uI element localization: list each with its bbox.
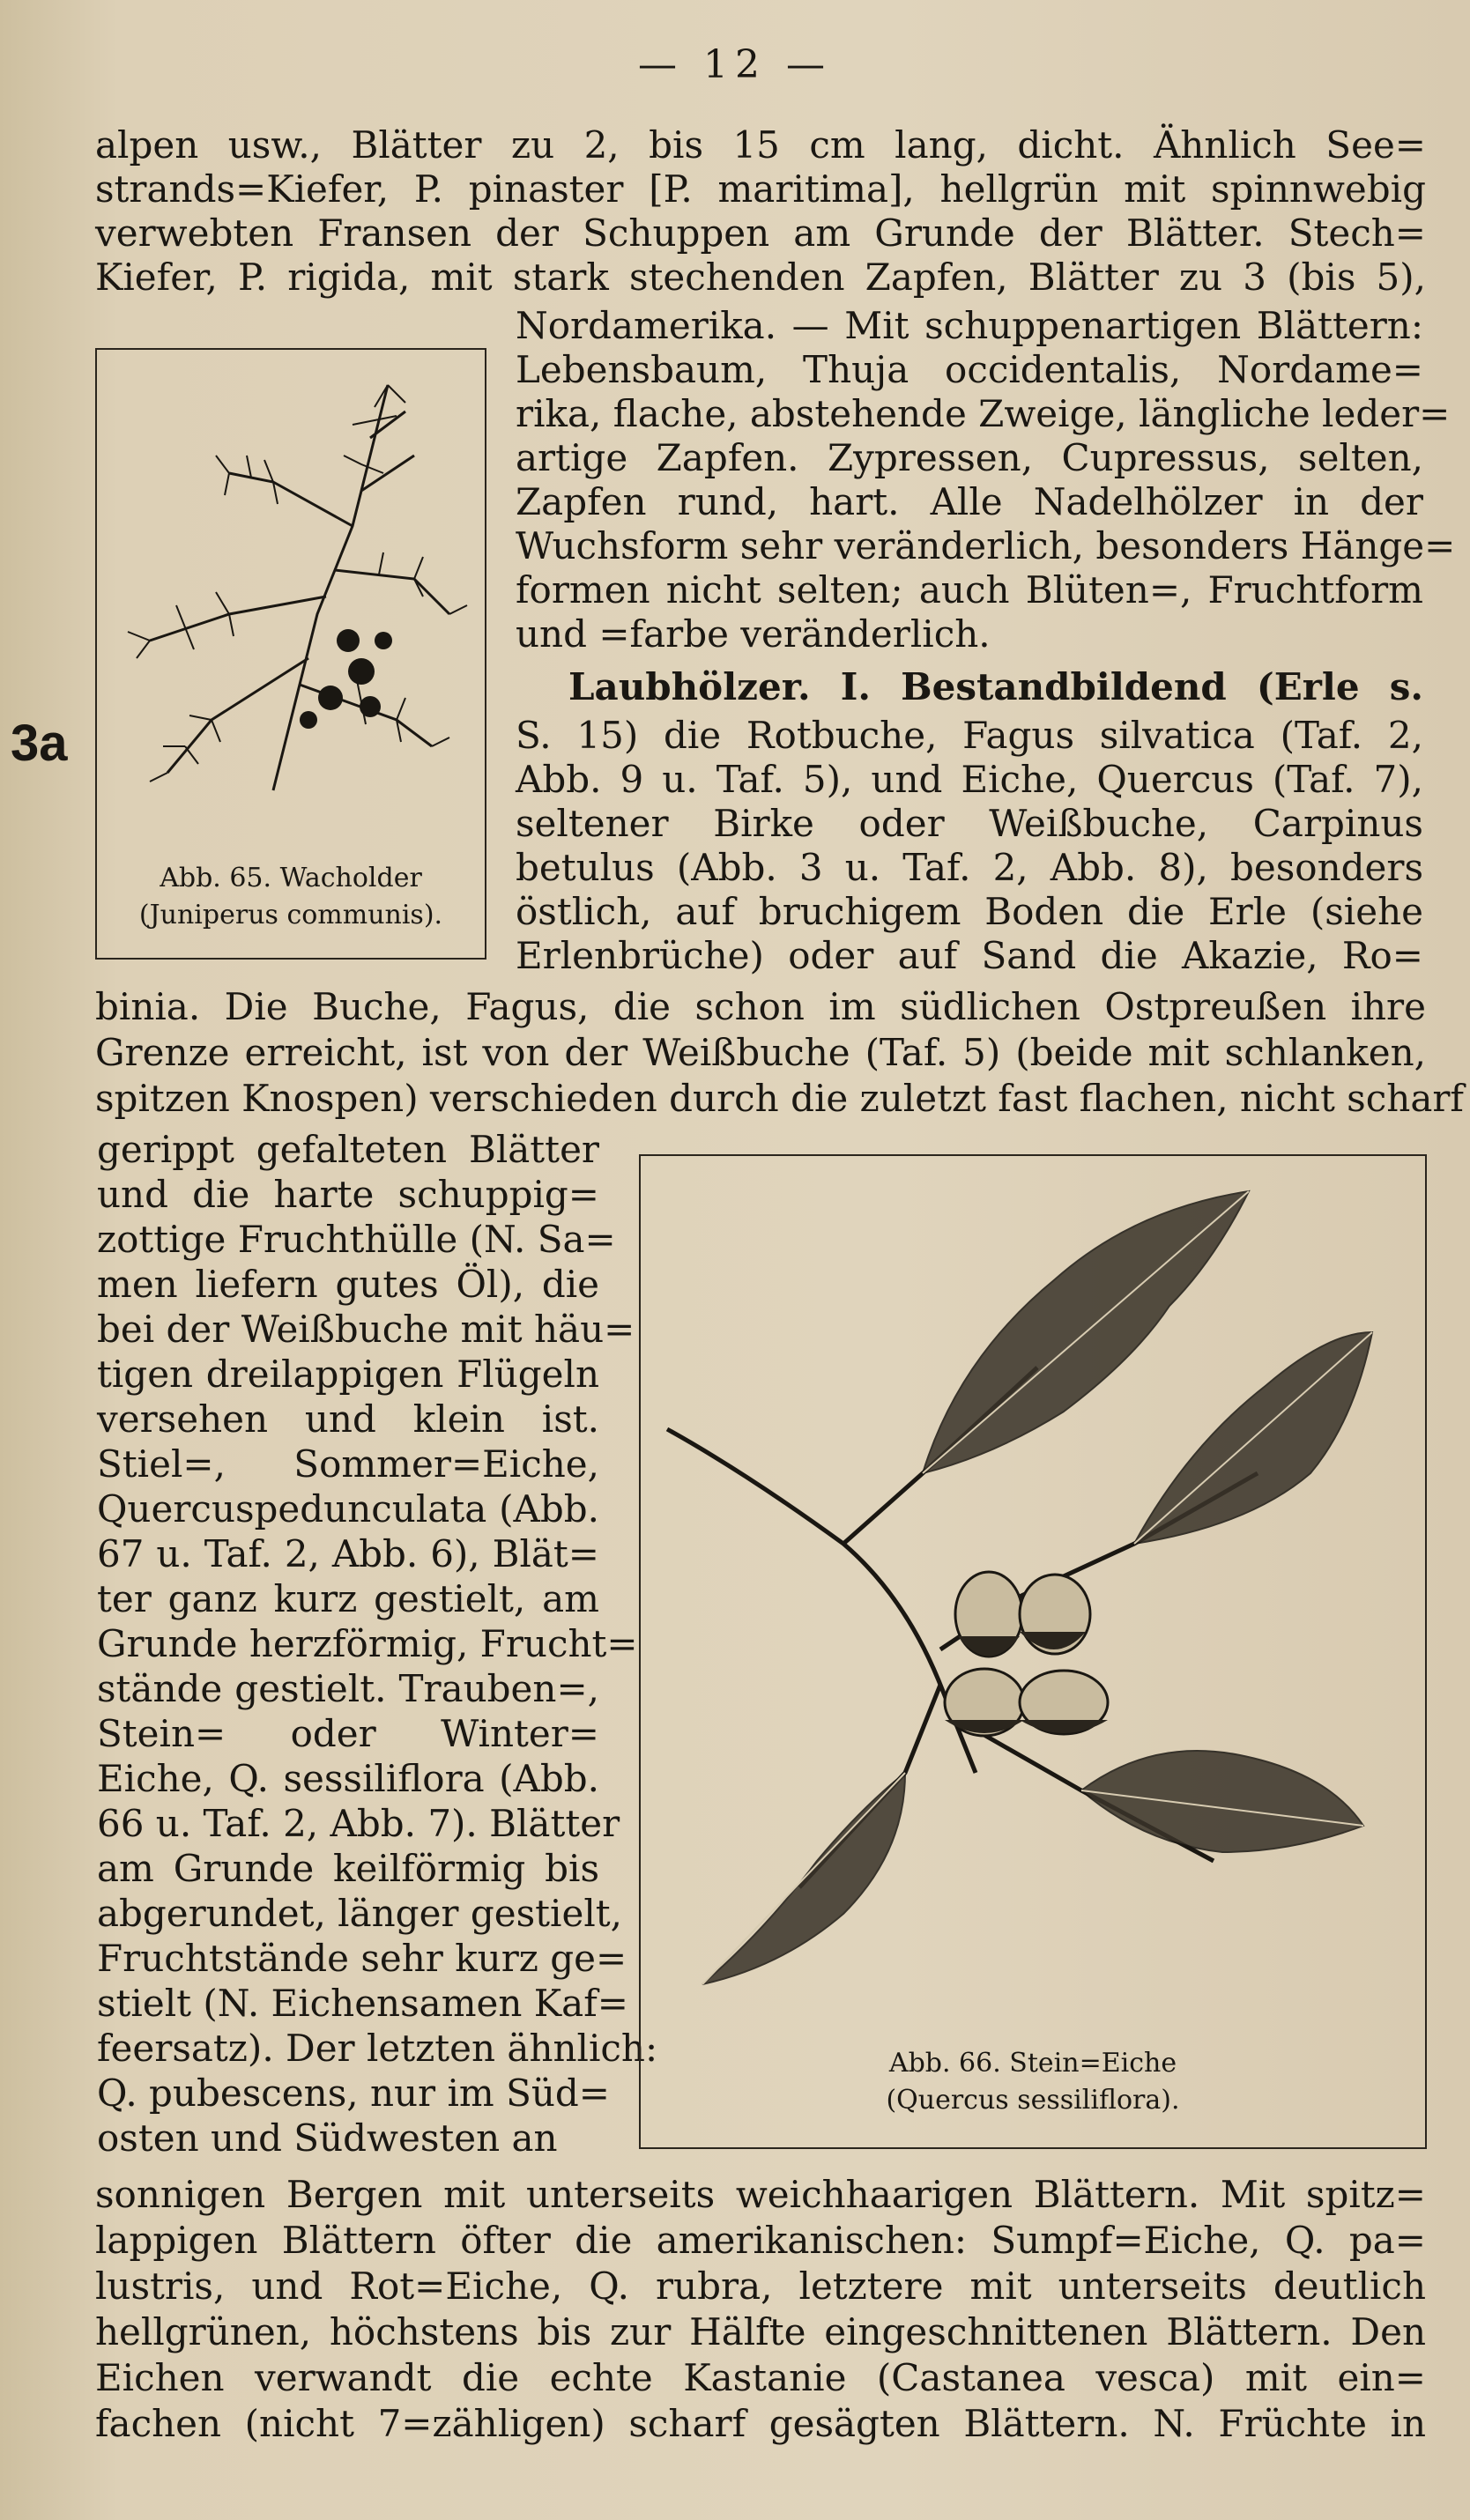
figure-65-caption-latin: (Juniperus communis). — [138, 900, 443, 930]
text-line: 66 u. Taf. 2, Abb. 7). Blätter — [97, 1802, 620, 1845]
oak-branch-illustration — [641, 1156, 1425, 1993]
text-line: Grunde herzförmig, Frucht= — [97, 1622, 638, 1665]
text-line: Abb. 9 u. Taf. 5), und Eiche, Quercus (Taf. 7), — [516, 758, 1423, 801]
margin-label: 3a — [11, 715, 68, 772]
text-line: spitzen Knospen) verschieden durch die zuletzt fast flachen, nicht scharf — [95, 1077, 1464, 1120]
text-line: rika, flache, abstehende Zweige, längliche leder= — [516, 392, 1451, 435]
text-line: men liefern gutes Öl), die — [97, 1263, 599, 1306]
text-line: Eiche, Q. sessiliflora (Abb. — [97, 1757, 599, 1800]
juniper-illustration — [97, 350, 485, 843]
text-line: gerippt gefalteten Blätter — [97, 1128, 599, 1171]
text-line: tigen dreilappigen Flügeln — [97, 1353, 599, 1396]
text-line: zottige Fruchthülle (N. Sa= — [97, 1218, 616, 1261]
page-number: — 12 — — [638, 42, 832, 87]
figure-65-frame — [95, 348, 486, 960]
text-line: sonnigen Bergen mit unterseits weichhaarigen Blättern. Mit spitz= — [95, 2173, 1426, 2216]
text-line: binia. Die Buche, Fagus, die schon im südlichen Ostpreußen ihre — [95, 985, 1426, 1028]
text-line: Q. pubescens, nur im Süd= — [97, 2072, 610, 2115]
text-line: feersatz). Der letzten ähnlich: — [97, 2027, 658, 2070]
text-line: formen nicht selten; auch Blüten=, Fruchtform — [516, 568, 1423, 611]
text-line: S. 15) die Rotbuche, Fagus silvatica (Taf. 2, — [516, 714, 1423, 757]
text-line: Stiel=, Sommer=Eiche, — [97, 1442, 599, 1486]
text-line: stände gestielt. Trauben=, — [97, 1667, 599, 1710]
text-line: versehen und klein ist. — [97, 1397, 599, 1441]
text-line: hellgrünen, höchstens bis zur Hälfte eingeschnittenen Blättern. Den — [95, 2310, 1426, 2353]
text-line: Grenze erreicht, ist von der Weißbuche (Taf. 5) (beide mit schlanken, — [95, 1031, 1426, 1074]
section-heading-line: Laubhölzer. I. Bestandbildend (Erle s. — [568, 665, 1423, 708]
text-line: Wuchsform sehr veränderlich, besonders Hänge= — [516, 524, 1456, 567]
text-line: lappigen Blättern öfter die amerikanischen: Sumpf=Eiche, Q. pa= — [95, 2219, 1426, 2262]
text-line: am Grunde keilförmig bis — [97, 1847, 599, 1890]
text-line: artige Zapfen. Zypressen, Cupressus, selten, — [516, 436, 1423, 479]
text-line: seltener Birke oder Weißbuche, Carpinus — [516, 802, 1423, 845]
text-line: östlich, auf bruchigem Boden die Erle (siehe — [516, 890, 1423, 933]
text-line: Eichen verwandt die echte Kastanie (Castanea vesca) mit ein= — [95, 2356, 1426, 2399]
text-line: abgerundet, länger gestielt, — [97, 1892, 622, 1935]
text-line: verwebten Fransen der Schuppen am Grunde der Blätter. Stech= — [95, 211, 1426, 255]
text-line: 67 u. Taf. 2, Abb. 6), Blät= — [97, 1532, 599, 1575]
text-line: Erlenbrüche) oder auf Sand die Akazie, Ro= — [516, 934, 1423, 977]
text-line: Quercuspedunculata (Abb. — [97, 1487, 599, 1531]
text-line: Kiefer, P. rigida, mit stark stechenden Zapfen, Blätter zu 3 (bis 5), — [95, 256, 1426, 299]
text-line: ter ganz kurz gestielt, am — [97, 1577, 599, 1620]
text-line: fachen (nicht 7=zähligen) scharf gesägten Blättern. N. Früchte in — [95, 2402, 1426, 2445]
text-line: Zapfen rund, hart. Alle Nadelhölzer in der — [516, 480, 1423, 523]
text-line: alpen usw., Blätter zu 2, bis 15 cm lang, dicht. Ähnlich See= — [95, 123, 1426, 167]
text-line: betulus (Abb. 3 u. Taf. 2, Abb. 8), besonders — [516, 846, 1423, 889]
text-line: bei der Weißbuche mit häu= — [97, 1308, 635, 1351]
text-line: Fruchtstände sehr kurz ge= — [97, 1937, 627, 1980]
text-line: Nordamerika. — Mit schuppenartigen Blättern: — [516, 304, 1423, 347]
text-line: Lebensbaum, Thuja occidentalis, Nordame= — [516, 348, 1423, 391]
text-line: Stein= oder Winter= — [97, 1712, 599, 1755]
text-line: osten und Südwesten an — [97, 2116, 558, 2160]
text-line: stielt (N. Eichensamen Kaf= — [97, 1982, 628, 2025]
figure-66-caption: Abb. 66. Stein=Eiche — [888, 2048, 1177, 2079]
figure-65-caption: Abb. 65. Wacholder — [160, 863, 422, 893]
text-line: strands=Kiefer, P. pinaster [P. maritima], hellgrün mit spinnwebig — [95, 167, 1426, 211]
figure-66-frame — [639, 1154, 1427, 2149]
figure-66-caption-latin: (Quercus sessiliflora). — [886, 2085, 1180, 2116]
text-line: lustris, und Rot=Eiche, Q. rubra, letztere mit unterseits deutlich — [95, 2264, 1426, 2308]
text-line: und =farbe veränderlich. — [516, 612, 991, 656]
text-line: und die harte schuppig= — [97, 1173, 599, 1216]
